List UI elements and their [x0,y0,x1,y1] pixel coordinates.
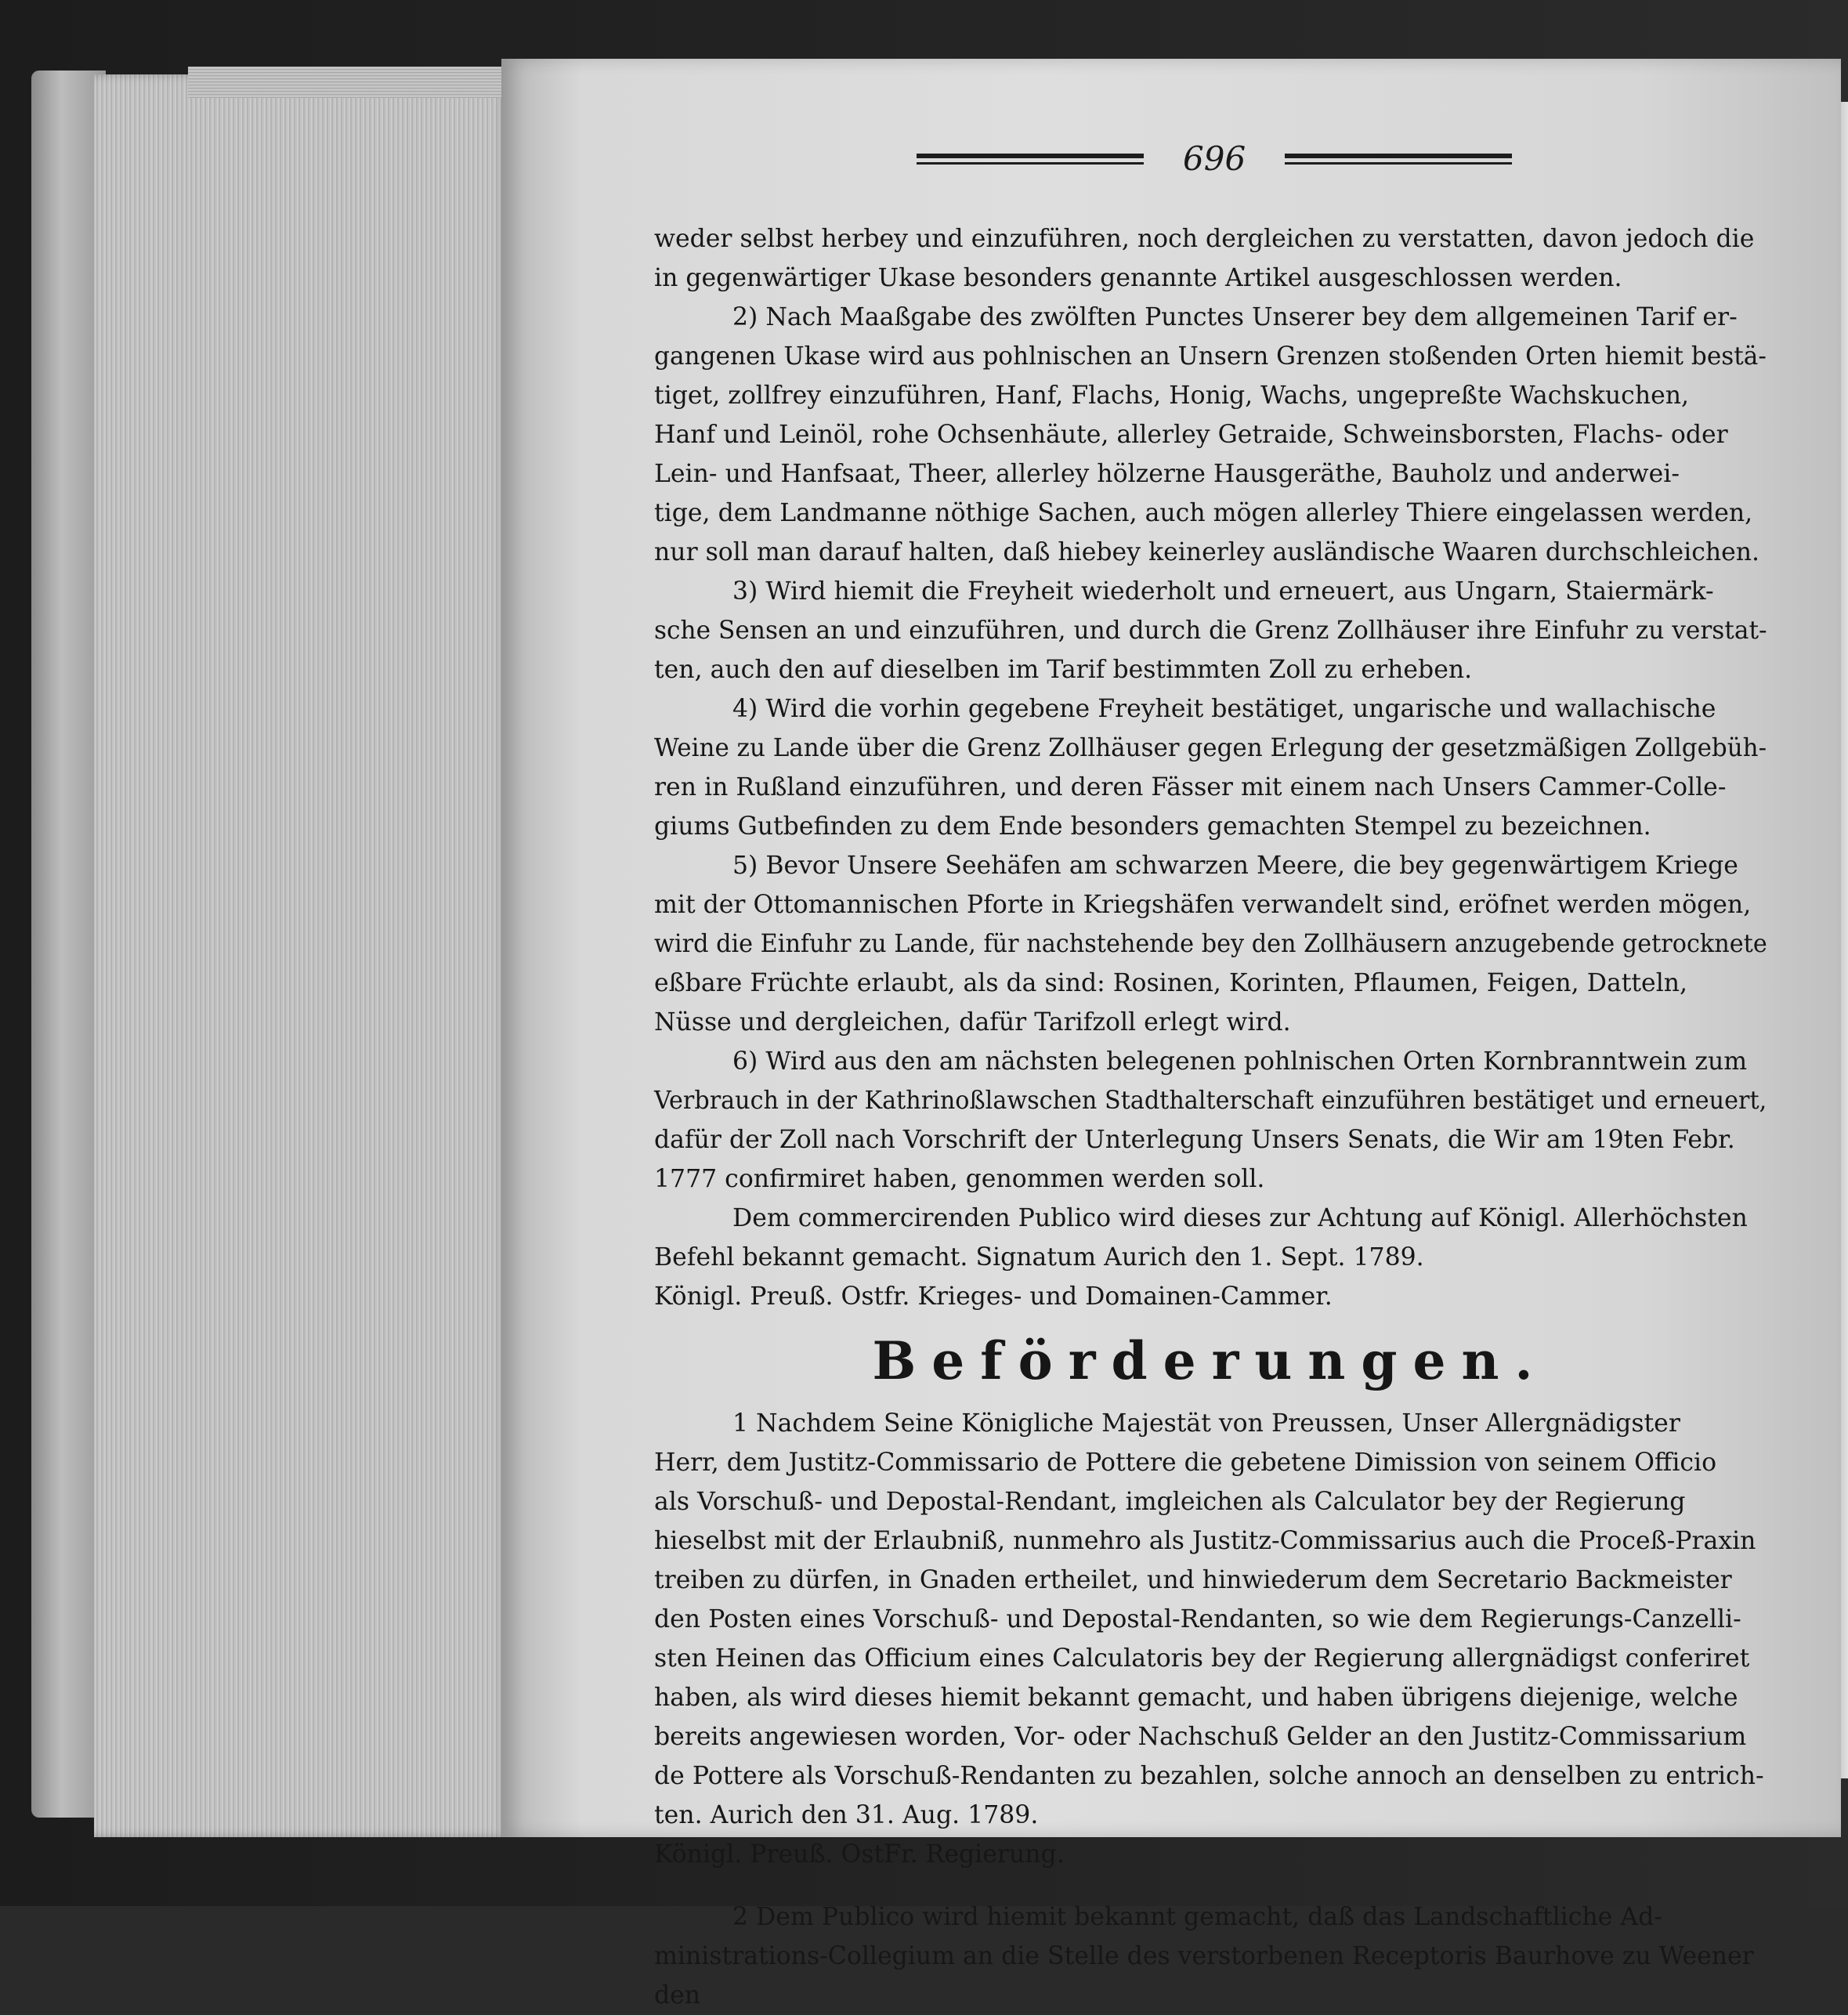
text-line: 6) Wird aus den am nächsten belegenen pohlnischen Orten Kornbranntwein zum [732,1047,1748,1076]
paragraph-2 [654,298,1767,572]
text-line: in gegenwärtiger Ukase besonders genannte Artikel ausgeschlossen werden. [654,264,1622,292]
text-line: als Vorschuß- und Depostal-Rendant, imgleichen als Calculator bey der Regierung [654,1488,1686,1516]
text-line: hieselbst mit der Erlaubniß, nunmehro als Justitz-Commissarius auch die Proceß-Praxin [654,1527,1756,1555]
text-line: haben, als wird dieses hiemit bekannt gemacht, und haben übrigens diejenige, welche [654,1684,1738,1712]
spacer [654,1874,1767,1897]
signature-cammer: Königl. Preuß. Ostfr. Krieges- und Domainen-Cammer. [654,1282,1333,1311]
text-line: 3) Wird hiemit die Freyheit wiederholt und erneuert, aus Ungarn, Staiermärk- [732,577,1714,606]
text-line: Nüsse und dergleichen, dafür Tarifzoll erlegt wird. [654,1008,1291,1036]
paragraph-5 [654,846,1767,1042]
text-line: giums Gutbefinden zu dem Ende besonders gemachten Stempel zu bezeichnen. [654,812,1651,841]
text-line: bereits angewiesen worden, Vor- oder Nachschuß Gelder an den Justitz-Commissarium [654,1723,1747,1751]
text-line: Weine zu Lande über die Grenz Zollhäuser gegen Erlegung der gesetzmäßigen Zollgebüh- [654,734,1767,762]
page-stack [94,74,509,1837]
notice-item-2 [654,1897,1767,1976]
text-line: tige, dem Landmanne nöthige Sachen, auch mögen allerley Thiere eingelassen werden, [654,499,1753,527]
header-rule-right [1285,154,1512,165]
text-line: wird die Einfuhr zu Lande, für nachstehende bey den Zollhäusern anzugebende getrocknete [654,930,1767,958]
text-line: weder selbst herbey und einzuführen, noch dergleichen zu verstatten, davon jedoch die [654,225,1755,253]
text-line: 1777 confirmiret haben, genommen werden soll. [654,1165,1265,1193]
text-line: nur soll man darauf halten, daß hiebey keinerley ausländische Waaren durchschleichen. [654,538,1760,566]
text-line: Dem commercirenden Publico wird dieses zur Achtung auf Königl. Allerhöchsten [732,1204,1748,1232]
text-line: de Pottere als Vorschuß-Rendanten zu bezahlen, solche annoch an denselben zu entrich- [654,1762,1764,1790]
text-line: ten. Aurich den 31. Aug. 1789. [654,1801,1039,1829]
notice-item-1 [654,1404,1767,1835]
page-number: 696 [1183,139,1246,178]
text-line: den Posten eines Vorschuß- und Depostal-Rendanten, so wie dem Regierungs-Canzelli- [654,1605,1741,1633]
text-line: ten, auch den auf dieselben im Tarif bestimmten Zoll zu erheben. [654,656,1473,684]
paragraph-intro [654,219,1767,298]
text-line: gangenen Ukase wird aus pohlnischen an Unsern Grenzen stoßenden Orten hiemit bestä- [654,342,1767,371]
page-header [917,139,1512,186]
page-stack-top [188,67,509,98]
catchword: den [654,1981,701,2010]
text-line: dafür der Zoll nach Vorschrift der Unterlegung Unsers Senats, die Wir am 19ten Febr. [654,1126,1735,1154]
text-line: ministrations-Collegium an die Stelle des verstorbenen Receptoris Baurhove zu Weener [654,1942,1754,1970]
paragraph-6 [654,1042,1767,1199]
text-line: Verbrauch in der Kathrinoßlawschen Stadthalterschaft einzuführen bestätiget und erneuert, [654,1087,1767,1115]
text-line: treiben zu dürfen, in Gnaden ertheilet, und hinwiederum dem Secretario Backmeister [654,1566,1732,1594]
signature-regierung: Königl. Preuß. OstFr. Regierung. [654,1840,1065,1868]
text-line: eßbare Früchte erlaubt, als da sind: Rosinen, Korinten, Pflaumen, Feigen, Datteln, [654,969,1688,997]
paragraph-closing [654,1199,1767,1277]
text-line: tiget, zollfrey einzuführen, Hanf, Flachs, Honig, Wachs, ungepreßte Wachskuchen, [654,382,1690,410]
text-line: 1 Nachdem Seine Königliche Majestät von Preussen, Unser Allergnädigster [732,1409,1680,1438]
text-line: 2) Nach Maaßgabe des zwölften Punctes Unserer bey dem allgemeinen Tarif er- [732,303,1738,331]
paragraph-3 [654,572,1767,689]
text-line: 4) Wird die vorhin gegebene Freyheit bestätiget, ungarische und wallachische [732,695,1716,723]
text-line: mit der Ottomannischen Pforte in Kriegshäfen verwandelt sind, eröfnet werden mögen, [654,891,1752,919]
text-line: Hanf und Leinöl, rohe Ochsenhäute, allerley Getraide, Schweinsborsten, Flachs- oder [654,421,1728,449]
text-line: 5) Bevor Unsere Seehäfen am schwarzen Meere, die bey gegenwärtigem Kriege [732,852,1738,880]
header-rule-left [917,154,1144,165]
text-line: sche Sensen an und einzuführen, und durch die Grenz Zollhäuser ihre Einfuhr zu verstat- [654,617,1767,645]
text-line: Herr, dem Justitz-Commissario de Pottere die gebetene Dimission von seinem Officio [654,1449,1717,1477]
text-line: sten Heinen das Officium eines Calculatoris bey der Regierung allergnädigst conferiret [654,1644,1750,1673]
paragraph-4 [654,689,1767,846]
section-heading: Beförderungen. [872,1330,1549,1391]
text-line: 2 Dem Publico wird hiemit bekannt gemacht, daß das Landschaftliche Ad- [732,1903,1662,1931]
page-text [654,219,1767,2015]
text-line: ren in Rußland einzuführen, und deren Fässer mit einem nach Unsers Cammer-Colle- [654,773,1727,801]
text-line: Lein- und Hanfsaat, Theer, allerley hölzerne Hausgeräthe, Bauholz und anderwei- [654,460,1680,488]
text-line: Befehl bekannt gemacht. Signatum Aurich den 1. Sept. 1789. [654,1243,1424,1272]
